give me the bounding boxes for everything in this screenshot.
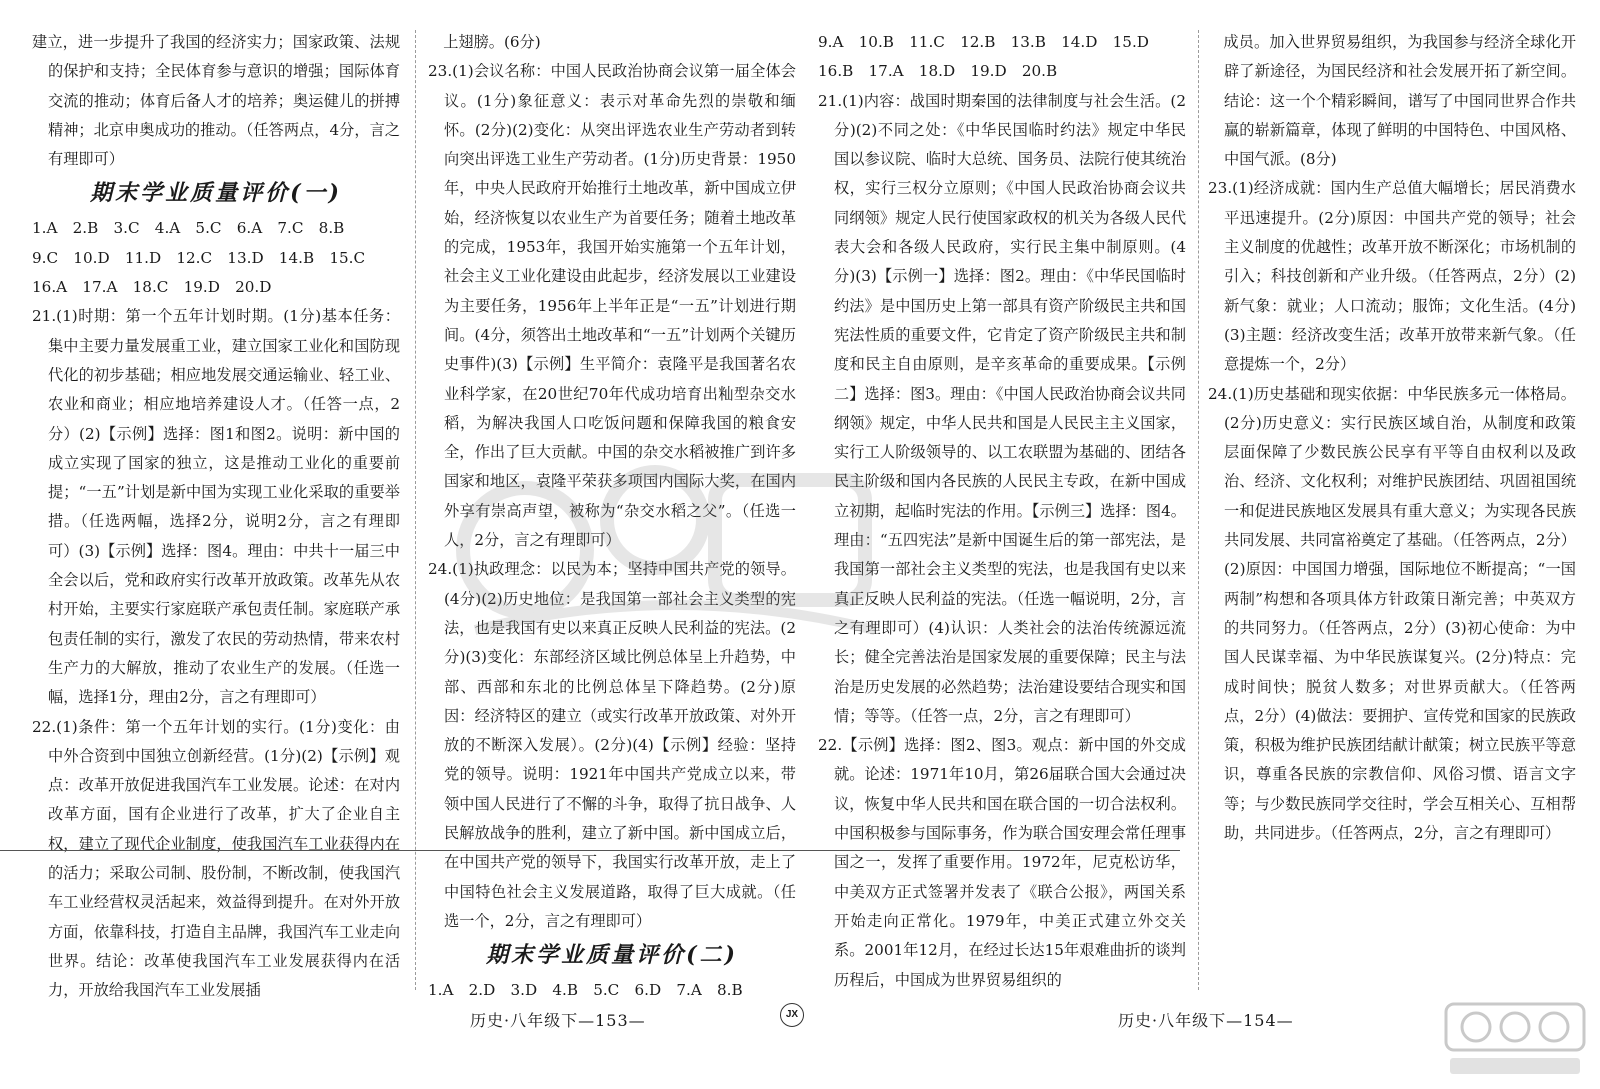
answer-paragraph: 16.A 17.A 18.C 19.D 20.D (32, 278, 272, 297)
answer-paragraph: 建立，进一步提升了我国的经济实力；国家政策、法规的保护和支持；全民体育参与意识的增强；国际体育交流的推动；体育后备人才的培养；奥运健儿的拼搏精神；北京申奥成功的推动。（任答两点，4分，言之有理即可） (32, 33, 400, 169)
answer-paragraph: 23.(1)经济成就：国内生产总值大幅增长；居民消费水平迅速提升。(2分)原因：中国共产党的领导；社会主义制度的优越性；改革开放不断深化；市场机制的引入；科技创新和产业升级。（任答两点，2分）(2)新气象：就业；人口流动；服饰；文化生活。(4分)(3)主题：经济改变生活；改革开放带来新气象。（任意提炼一个，2分） (1208, 179, 1576, 374)
page-number-right: 历史·八年级下—154— (1118, 1011, 1294, 1030)
answer-paragraph: 22.【示例】选择：图2、图3。观点：新中国的外交成就。论述：1971年10月，第26届联合国大会通过决议，恢复中华人民共和国在联合国的一切合法权利。中国积极参与国际事务，作为联合国安理会常任理事国之一，发挥了重要作用。1972年，尼克松访华，中美双方正式签署并发表了《联合公报》，两国关系开始走向正常化。1979年，中美正式建立外交关系。2001年12月，在经过长达15年艰难曲折的谈判历程后，中国成为世界贸易组织的 (818, 736, 1186, 989)
answer-paragraph: 上翅膀。(6分) (428, 33, 541, 51)
answer-column-1 (32, 28, 400, 1006)
answer-column-2 (428, 28, 796, 1006)
site-logo-icon (1440, 1000, 1590, 1080)
answer-paragraph: 21.(1)时期：第一个五年计划时期。(1分)基本任务：集中主要力量发展重工业，建立国家工业化和国防现代化的初步基础；相应地发展交通运输业、轻工业、农业和商业；相应地培养建设人才。（任答一点，2分）(2)【示例】选择：图1和图2。说明：新中国的成立实现了国家的独立，这是推动工业化的重要前提；“一五”计划是新中国为实现工业化采取的重要举措。（任选两幅，选择2分，说明2分，言之有理即可）(3)【示例】选择：图4。理由：中共十一届三中全会以后，党和政府实行改革开放政策。改革先从农村开始，主要实行家庭联产承包责任制。家庭联产承包责任制的实行，激发了农民的劳动热情，带来农村生产力的大解放，推动了农业生产的发展。（任选一幅，选择1分，理由2分，言之有理即可） (32, 307, 400, 707)
section-heading: 期末学业质量评价(一) (90, 180, 342, 207)
answer-paragraph: 16.B 17.A 18.D 19.D 20.B (818, 62, 1058, 81)
publisher-mark-icon: JX (780, 1003, 804, 1027)
answer-paragraph: 9.A 10.B 11.C 12.B 13.B 14.D 15.D (818, 33, 1149, 51)
page-number-left: 历史·八年级下—153— (470, 1011, 646, 1030)
column-divider-left (415, 30, 416, 990)
answer-paragraph: 24.(1)历史基础和现实依据：中华民族多元一体格局。(2分)历史意义：实行民族区域自治，从制度和政策层面保障了少数民族公民享有平等自由权利以及政治、经济、文化权利；对维护民族团结、巩固祖国统一和促进民族地区发展具有重大意义；为实现各民族共同发展、共同富裕奠定了基础。（任答两点，2分）(2)原因：中国国力增强，国际地位不断提高；“一国两制”构想和各项具体方针政策日渐完善；中英双方的共同努力。（任答两点，2分）(3)初心使命：为中国人民谋幸福、为中华民族谋复兴。(2分)特点：完成时间快；脱贫人数多；对世界贡献大。（任答两点，2分）(4)做法：要拥护、宣传党和国家的民族政策，积极为维护民族团结献计献策；树立民族平等意识，尊重各民族的宗教信仰、风俗习惯、语言文字等；与少数民族同学交往时，学会互相关心、互相帮助，共同进步。（任答两点，2分，言之有理即可） (1208, 384, 1576, 843)
answer-paragraph: 1.A 2.D 3.D 4.B 5.C 6.D 7.A 8.B (428, 981, 743, 1000)
answer-column-4 (1208, 28, 1576, 848)
page-crease-line (0, 850, 1180, 851)
answer-paragraph: 1.A 2.B 3.C 4.A 5.C 6.A 7.C 8.B (32, 219, 345, 238)
answer-paragraph: 9.C 10.D 11.D 12.C 13.D 14.B 15.C (32, 248, 366, 267)
answer-paragraph: 成员。加入世界贸易组织，为我国参与经济全球化开辟了新途径，为国民经济和社会发展开拓了新空间。结论：这一个个精彩瞬间，谱写了中国同世界合作共赢的崭新篇章，体现了鲜明的中国特色、中国风格、中国气派。(8分) (1208, 33, 1576, 169)
answer-paragraph: 21.(1)内容：战国时期秦国的法律制度与社会生活。(2分)(2)不同之处：《中华民国临时约法》规定中华民国以参议院、临时大总统、国务员、法院行使其统治权，实行三权分立原则；《中国人民政治协商会议共同纲领》规定人民行使国家政权的机关为各级人民代表大会和各级人民政府，实行民主集中制原则。(4分)(3)【示例一】选择：图2。理由：《中华民国临时约法》是中国历史上第一部具有资产阶级民主共和国宪法性质的重要文件，它肯定了资产阶级民主共和制度和民主自由原则，是辛亥革命的重要成果。【示例二】选择：图3。理由：《中国人民政治协商会议共同纲领》规定，中华人民共和国是人民民主主义国家，实行工人阶级领导的、以工农联盟为基础的、团结各民主阶级和国内各民族的人民民主专政，在新中国成立初期，起临时宪法的作用。【示例三】选择：图4。理由：“五四宪法”是新中国诞生后的第一部宪法，是我国第一部社会主义类型的宪法，也是我国有史以来真正反映人民利益的宪法。（任选一幅说明，2分，言之有理即可）(4)认识：人类社会的法治传统源远流长；健全完善法治是国家发展的重要保障；民主与法治是历史发展的必然趋势；法治建设要结合现实和国情；等等。（任答一点，2分，言之有理即可） (818, 91, 1186, 725)
section-heading: 期末学业质量评价(二) (486, 942, 738, 969)
column-divider-right (1198, 30, 1199, 990)
answer-paragraph: 22.(1)条件：第一个五年计划的实行。(1分)变化：由中外合资到中国独立创新经营。(1分)(2)【示例】观点：改革开放促进我国汽车工业发展。论述：在对内改革方面，国有企业进行了改革，扩大了企业自主权，建立了现代企业制度，使我国汽车工业获得内在的活力；采取公司制、股份制，不断改制，使我国汽车工业经营权灵活起来，效益得到提升。在对外开放方面，依靠科技，打造自主品牌，我国汽车工业走向世界。结论：改革使我国汽车工业发展获得内在活力，开放给我国汽车工业发展插 (32, 717, 400, 1000)
answer-paragraph: 24.(1)执政理念：以民为本；坚持中国共产党的领导。(4分)(2)历史地位：是我国第一部社会主义类型的宪法，也是我国有史以来真正反映人民利益的宪法。(2分)(3)变化：东部经济区域比例总体呈上升趋势，中部、西部和东北的比例总体呈下降趋势。(2分)原因：经济特区的建立（或实行改革开放政策、对外开放的不断深入发展）。(2分)(4)【示例】经验：坚持党的领导。说明：1921年中国共产党成立以来，带领中国人民进行了不懈的斗争，取得了抗日战争、人民解放战争的胜利，建立了新中国。新中国成立后，在中国共产党的领导下，我国实行改革开放，走上了中国特色社会主义发展道路，取得了巨大成就。（任选一个，2分，言之有理即可） (428, 560, 796, 930)
answer-paragraph: 23.(1)会议名称：中国人民政治协商会议第一届全体会议。(1分)象征意义：表示对革命先烈的崇敬和缅怀。(2分)(2)变化：从突出评选农业生产劳动者到转向突出评选工业生产劳动者。(1分)历史背景：1950年，中央人民政府开始推行土地改革，新中国成立伊始，经济恢复以农业生产为首要任务；随着土地改革的完成，1953年，我国开始实施第一个五年计划，社会主义工业化建设由此起步，经济发展以工业建设为主要任务，1956年上半年正是“一五”计划进行期间。(4分，须答出土地改革和“一五”计划两个关键历史事件)(3)【示例】生平简介：袁隆平是我国著名农业科学家，在20世纪70年代成功培育出籼型杂交水稻，为解决我国人口吃饭问题和保障我国的粮食安全，作出了巨大贡献。中国的杂交水稻被推广到许多国家和地区，袁隆平荣获多项国内国际大奖，在国内外享有崇高声望，被称为“杂交水稻之父”。（任选一人，2分，言之有理即可） (428, 62, 796, 550)
